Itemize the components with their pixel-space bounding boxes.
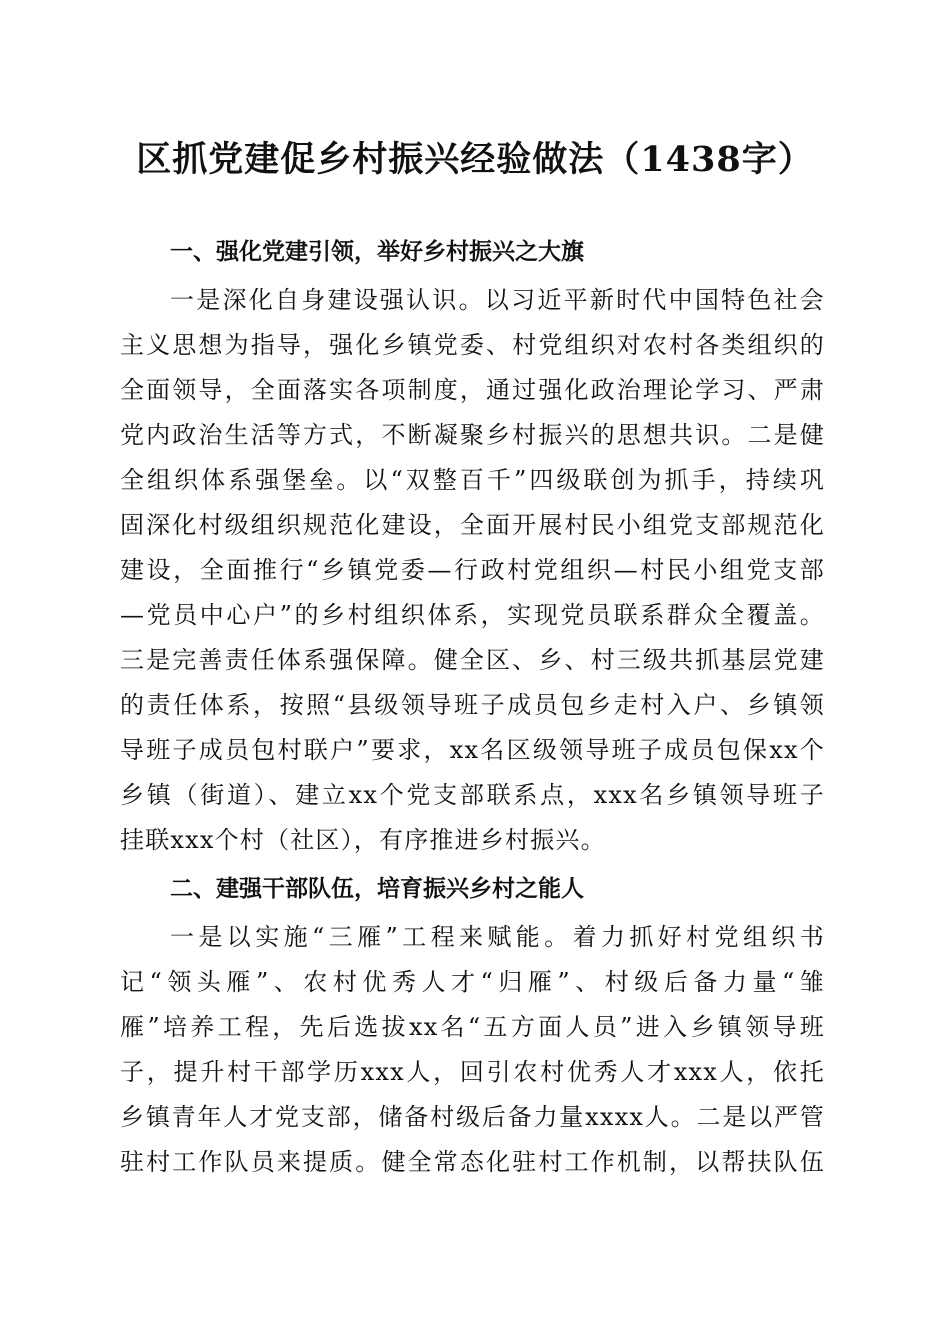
paragraph-line: 的责任体系，按照“县级领导班子成员包乡走村入户、乡镇领 [120,691,825,719]
paragraph-line: 子，提升村干部学历xxx人，回引农村优秀人才xxx人，依托 [120,1058,825,1086]
paragraph-line: 建设，全面推行“乡镇党委—行政村党组织—村民小组党支部 [120,556,825,584]
document-body [120,226,825,1185]
paragraph-line: 一是以实施“三雁”工程来赋能。着力抓好村党组织书 [170,923,825,951]
paragraph-line: —党员中心户”的乡村组织体系，实现党员联系群众全覆盖。 [120,601,825,629]
section-2 [120,863,825,1185]
paragraph-line: 全面领导，全面落实各项制度，通过强化政治理论学习、严肃 [120,376,825,404]
paragraph-line: 挂联xxx个村（社区），有序推进乡村振兴。 [120,826,606,854]
paragraph-line: 导班子成员包村联户”要求，xx名区级领导班子成员包保xx个 [120,736,825,764]
paragraph-line: 党内政治生活等方式，不断凝聚乡村振兴的思想共识。二是健 [120,421,825,449]
document-title: 区抓党建促乡村振兴经验做法（1438字） [136,139,814,180]
section-heading: 二、建强干部队伍，培育振兴乡村之能人 [170,876,584,902]
paragraph-line: 乡镇（街道）、建立xx个党支部联系点，xxx名乡镇领导班子 [120,781,825,809]
paragraph-line: 主义思想为指导，强化乡镇党委、村党组织对农村各类组织的 [120,331,825,359]
paragraph-line: 三是完善责任体系强保障。健全区、乡、村三级共抓基层党建 [120,646,825,674]
paragraph-line: 全组织体系强堡垒。以“双整百千”四级联创为抓手，持续巩 [120,466,825,494]
paragraph-line: 乡镇青年人才党支部，储备村级后备力量xxxx人。二是以严管 [120,1103,825,1131]
paragraph-line: 固深化村级组织规范化建设，全面开展村民小组党支部规范化 [120,511,825,539]
paragraph-line: 一是深化自身建设强认识。以习近平新时代中国特色社会 [170,286,825,314]
section-1 [120,226,825,863]
paragraph-line: 记“领头雁”、农村优秀人才“归雁”、村级后备力量“雏 [120,968,825,996]
paragraph-line: 驻村工作队员来提质。健全常态化驻村工作机制，以帮扶队伍 [120,1148,825,1176]
section-heading: 一、强化党建引领，举好乡村振兴之大旗 [170,239,584,265]
paragraph-line: 雁”培养工程，先后选拔xx名“五方面人员”进入乡镇领导班 [120,1013,825,1041]
